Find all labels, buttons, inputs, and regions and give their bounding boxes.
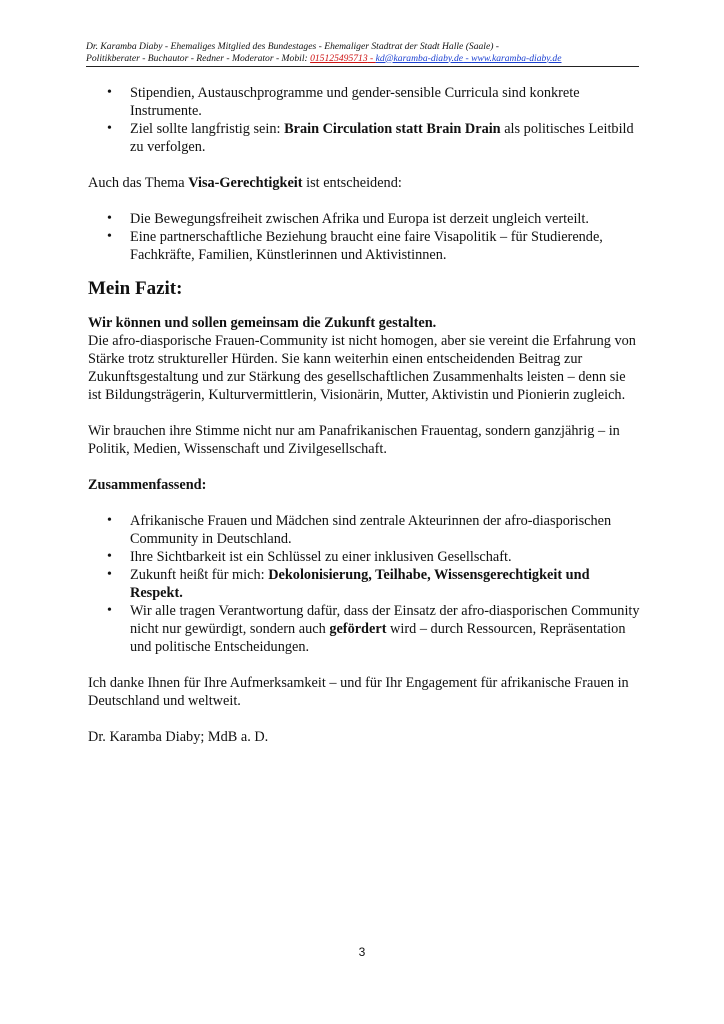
list-item: [88, 228, 640, 264]
list-item-text: als politisches Leitbild zu verfolgen.: [130, 121, 634, 155]
list-item-emphasis: Dekolonisierung, Teilhabe, Wissensgerechtigkeit und Respekt.: [130, 567, 590, 601]
paragraph-emphasis: Visa-Gerechtigkeit: [188, 175, 303, 191]
bullet-list-education: [88, 84, 640, 156]
zusammenfassend-heading-text: Zusammenfassend:: [88, 477, 207, 493]
fazit-lead-text: Wir können und sollen gemeinsam die Zukunft gestalten.: [88, 315, 437, 331]
visa-paragraph: [88, 174, 640, 192]
stimme-paragraph: Wir brauchen ihre Stimme nicht nur am Panafrikanischen Frauentag, sondern ganzjährig – in Politik, Medien, Wissenschaft und Zivilgesellschaft.: [88, 423, 620, 457]
bullet-icon: •: [107, 211, 112, 226]
header-line-1: Dr. Karamba Diaby - Ehemaliges Mitglied des Bundestages - Ehemaliger Stadtrat der Stadt Halle (Saale) -: [86, 41, 500, 52]
bullet-icon: •: [107, 85, 112, 100]
list-item: [88, 602, 640, 656]
thanks-paragraph: Ich danke Ihnen für Ihre Aufmerksamkeit – und für Ihr Engagement für afrikanische Frauen in Deutschland und weltweit.: [88, 675, 629, 709]
list-item-text: Ihre Sichtbarkeit ist ein Schlüssel zu einer inklusiven Gesellschaft.: [130, 549, 512, 565]
list-item-text: Wir alle tragen Verantwortung dafür, dass der Einsatz der afro-diasporischen Community nicht nur gewürdigt, sondern auch: [130, 603, 640, 637]
list-item-text: Eine partnerschaftliche Beziehung braucht eine faire Visapolitik – für Studierende, Fachkräfte, Familien, Künstlerinnen und Aktivistinnen.: [130, 229, 603, 263]
list-item: [88, 512, 640, 548]
list-item: [88, 566, 640, 602]
header-line-2: [86, 53, 638, 65]
header-separator: -: [463, 52, 472, 64]
bullet-icon: •: [107, 513, 112, 528]
header-roles: Politikberater - Buchautor - Redner - Moderator - Mobil:: [86, 52, 311, 64]
header-separator: -: [367, 52, 376, 64]
email-link[interactable]: kd@karamba-diaby.de: [375, 52, 464, 64]
page-number: 3: [358, 945, 366, 959]
list-item-text: Die Bewegungsfreiheit zwischen Afrika und Europa ist derzeit ungleich verteilt.: [130, 211, 589, 227]
list-item-text: wird – durch Ressourcen, Repräsentation und politische Entscheidungen.: [130, 621, 626, 655]
list-item-text: Ziel sollte langfristig sein:: [130, 121, 285, 137]
bullet-icon: •: [107, 567, 112, 582]
bullet-icon: •: [107, 549, 112, 564]
page-header: [86, 41, 638, 64]
fazit-heading: Mein Fazit:: [88, 278, 183, 299]
list-item: [88, 120, 640, 156]
bullet-icon: •: [107, 603, 112, 618]
list-item-text: Afrikanische Frauen und Mädchen sind zentrale Akteurinnen der afro-diasporischen Community in Deutschland.: [130, 513, 612, 547]
list-item: [88, 210, 640, 228]
mobile-number-link[interactable]: 015125495713: [310, 52, 368, 64]
list-item-emphasis: Brain Circulation statt Brain Drain: [284, 121, 501, 137]
list-item-text: Stipendien, Austauschprogramme und gender-sensible Curricula sind konkrete Instrumente.: [130, 85, 580, 119]
bullet-list-summary: [88, 512, 640, 656]
list-item: [88, 84, 640, 120]
website-link[interactable]: www.karamba-diaby.de: [471, 52, 562, 64]
list-item-text: Zukunft heißt für mich:: [130, 567, 269, 583]
paragraph-text: Auch das Thema: [88, 175, 189, 191]
fazit-paragraph: Die afro-diasporische Frauen-Community ist nicht homogen, aber sie vereint die Erfahrung von Stärke trotz struktureller Hürden. Sie kann weiterhin einen entscheidenden Beitrag zur Zukunftsgestaltung und zur Stärkung des gesellschaftlichen Zusammenhalts leisten – denn sie ist Bildungsträgerin, Kulturvermittlerin, Visionärin, Mutter, Aktivistin und Pionierin zugleich.: [88, 333, 636, 403]
fazit-lead: [88, 314, 640, 332]
header-divider: [86, 66, 639, 67]
list-item: [88, 548, 640, 566]
zusammenfassend-heading: [88, 476, 640, 494]
signature: Dr. Karamba Diaby; MdB a. D.: [88, 729, 269, 745]
page-body: [88, 84, 640, 746]
bullet-icon: •: [107, 229, 112, 244]
bullet-list-visa: [88, 210, 640, 264]
bullet-icon: •: [107, 121, 112, 136]
list-item-emphasis: gefördert: [329, 621, 387, 637]
paragraph-text: ist entscheidend:: [302, 175, 402, 191]
